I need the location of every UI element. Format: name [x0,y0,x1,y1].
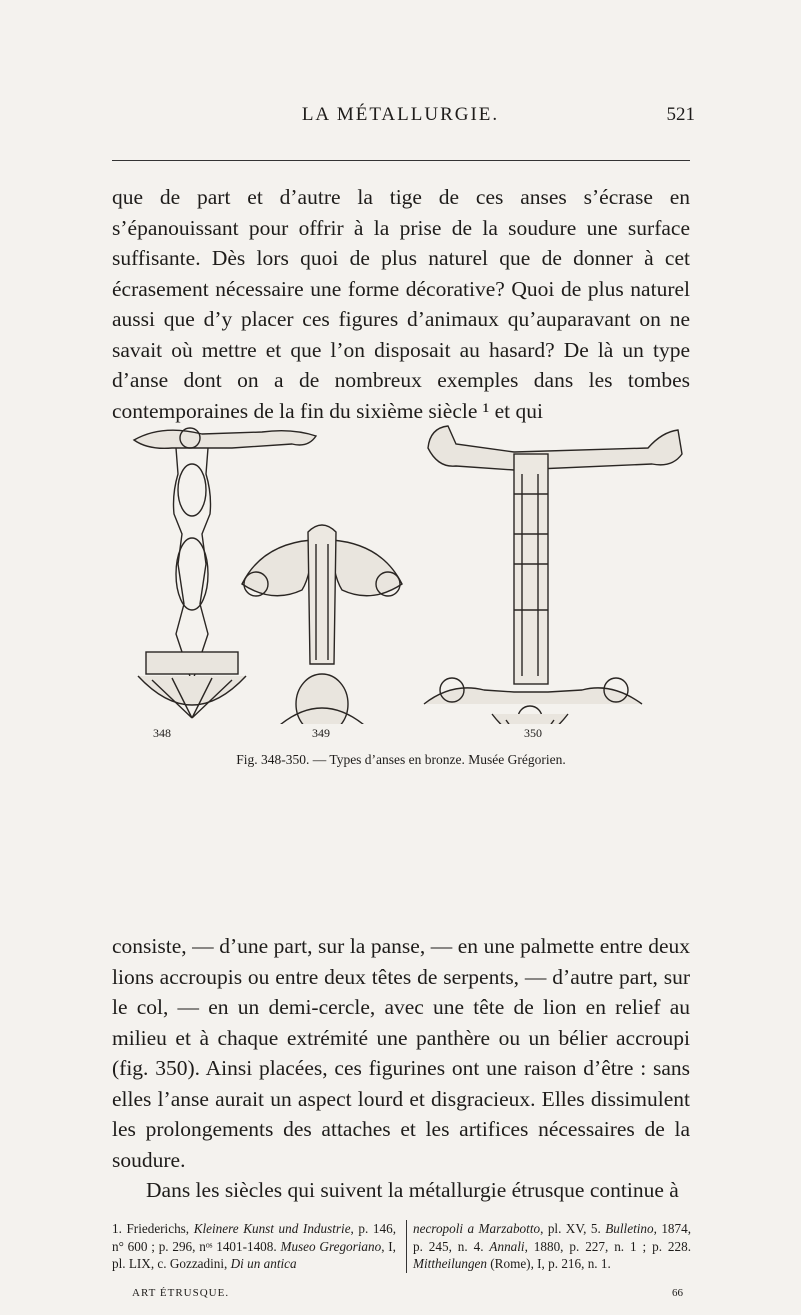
footnote-1-title-3-cont: necropoli a Marzabotto [413,1221,541,1236]
footnote-1-ref-6: (Rome), I, p. 216, n. 1. [486,1256,611,1271]
page-header [0,104,801,134]
handle-350-drawing [424,426,682,724]
footnote-1-title-1: Kleinere Kunst und Industrie [193,1221,351,1236]
footnote-1-title-5: Annali [489,1238,525,1254]
footnote-1-title-2: Museo Gregoriano [280,1238,382,1254]
footnote-1-ref-4: , 1874, p. 245, n. 4. [413,1221,692,1254]
figure-handles [112,414,690,740]
paragraph-2 [112,931,690,1206]
header-rule [112,160,690,161]
footnote-left-column [112,1220,396,1273]
paragraph-1 [112,182,690,426]
footnote-1-title-4: Bulletino [605,1221,654,1236]
footnote-1-title-3: Di un antica [230,1256,297,1271]
footnote-right-column [406,1220,691,1273]
bronze-handles-illustration [112,414,690,724]
paragraph-1-text: que de part et d’autre la tige de ces anses s’écrase en s’épanouissant pour offrir à la prise de la soudure une surface suffisante. Dès lors quoi de plus naturel que de donner à cet écrasement nécessaire une forme décorative? Quoi de plus naturel aussi que d’y placer ces figures d’animaux qu’auparavant on ne savait où mettre et que l’on disposait au hasard? De là un type d’anse dont on a de nombreux exemples dans les tombes contemporaines de la fin du sixième siècle ¹ et qui [112,185,690,423]
footnote-1-author: 1. Friederichs, [112,1221,194,1236]
footnote-1-ref-5: , 1880, p. 227, n. 1 ; p. 228. [524,1238,691,1254]
footnote-1-ref-3: , pl. XV, 5. [540,1221,606,1236]
figure-caption: Fig. 348-350. — Types d’anses en bronze. Musée Grégorien. [236,752,566,767]
signature-mark: ART ÉTRUSQUE. [132,1287,230,1299]
footnote-1-title-6: Mittheilungen [413,1256,487,1271]
paragraph-3-text: Dans les siècles qui suivent la métallurgie étrusque continue à [146,1178,679,1202]
figure-label-349: 349 [312,726,330,740]
figure-label-350: 350 [524,726,542,740]
footnote-1-ref-2: , I, pl. LIX, c. Gozzadini, [112,1238,396,1271]
paragraph-2-text: consiste, — d’une part, sur la panse, — en une palmette entre deux lions accroupis ou entre deux têtes de serpents, — d’autre part, sur le col, — en un demi-cercle, avec une tête de lion en relief au milieu et à chaque extrémité une panthère ou un bélier accroupi (fig. 350). Ainsi placées, ces figurines ont une raison d’être : sans elles l’anse aurait un aspect lourd et disgracieux. Elles dissimulent les prolongements des attaches et les artifices nécessaires de la soudure. [112,934,690,1172]
handle-349-drawing [242,525,402,724]
page-number: 521 [666,104,695,125]
figure-label-348: 348 [153,726,171,740]
signature-number: 66 [672,1287,683,1299]
running-title: LA MÉTALLURGIE. [301,104,500,125]
footnote-1-ref-1: , p. 146, n° 600 ; p. 296, nᵒˢ 1401-1408. [112,1221,396,1254]
